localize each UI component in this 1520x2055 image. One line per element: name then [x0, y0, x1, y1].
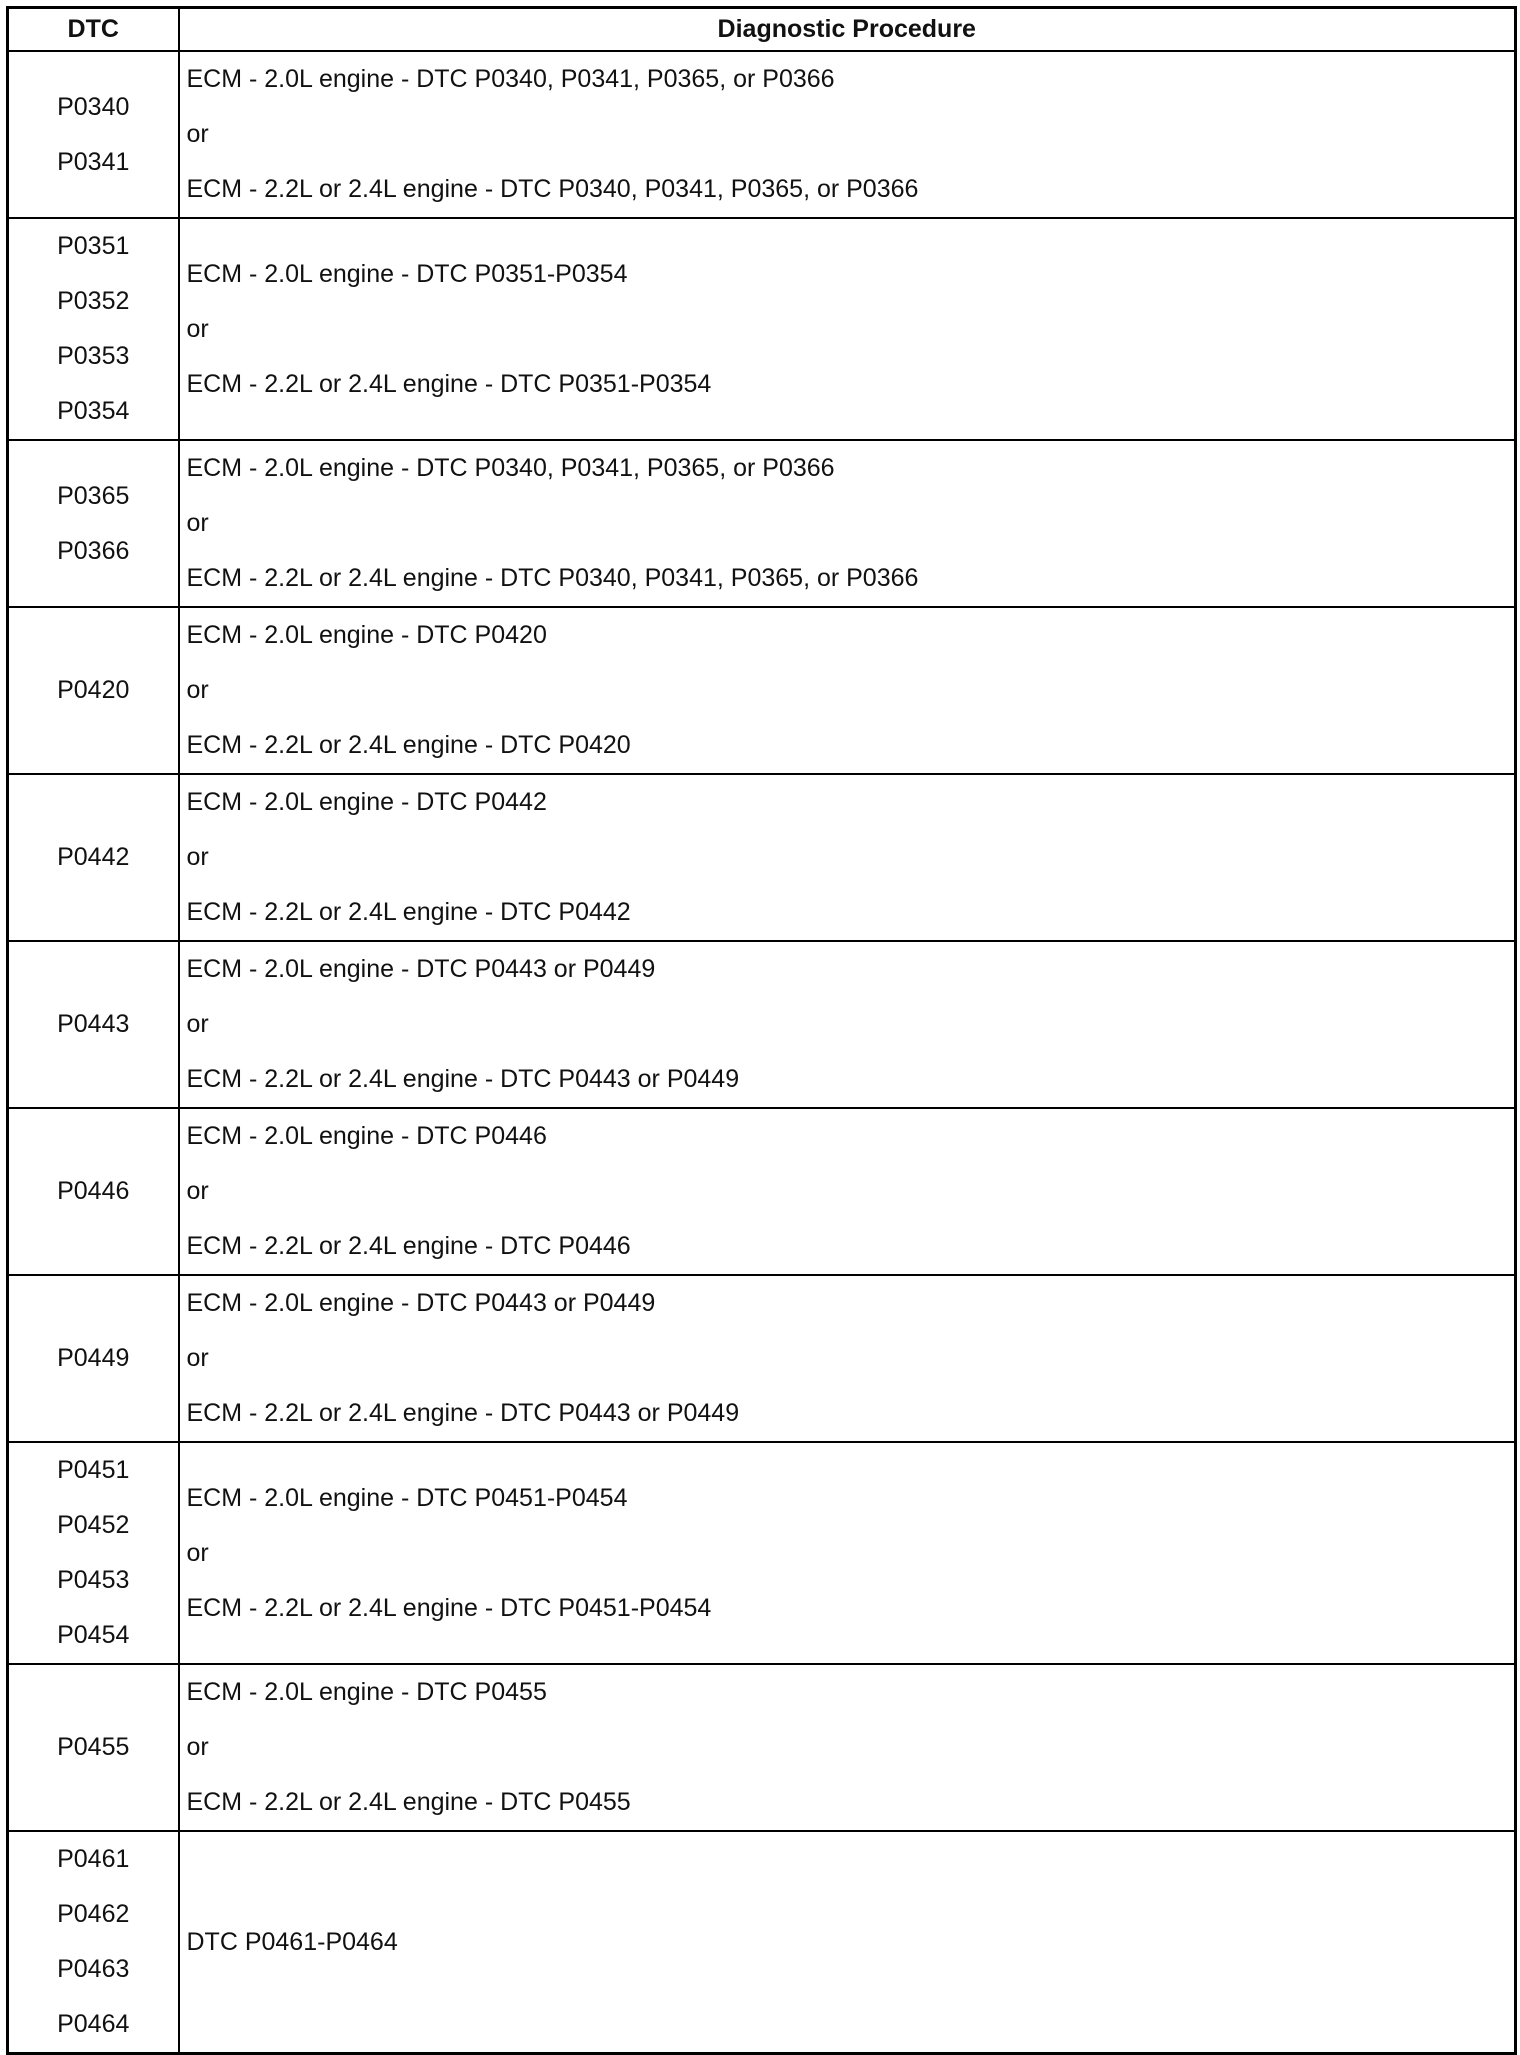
procedure-separator: or: [186, 1177, 209, 1205]
dtc-code-cell: [8, 607, 179, 774]
procedure-link: ECM - 2.2L or 2.4L engine - DTC P0443 or P0449: [186, 1065, 740, 1093]
procedure-column-header: Diagnostic Procedure: [179, 8, 1516, 52]
table-row: [8, 1275, 1516, 1442]
procedure-link: ECM - 2.0L engine - DTC P0446: [186, 1122, 547, 1150]
table-row: [8, 51, 1516, 218]
dtc-code: P0341: [57, 147, 130, 176]
table-row: [8, 1442, 1516, 1664]
table-row: [8, 440, 1516, 607]
dtc-code: P0455: [57, 1733, 130, 1761]
procedure-cell: [179, 607, 1516, 774]
dtc-code-cell: [8, 218, 179, 440]
procedure-link: ECM - 2.0L engine - DTC P0443 or P0449: [186, 955, 656, 983]
procedure-cell: [179, 774, 1516, 941]
procedure-separator: or: [186, 509, 209, 537]
dtc-code-cell: [8, 1108, 179, 1275]
dtc-code: P0464: [57, 2010, 130, 2038]
table-row: [8, 941, 1516, 1108]
procedure-link: ECM - 2.2L or 2.4L engine - DTC P0340, P0341, P0365, or P0366: [186, 175, 919, 203]
dtc-code: P0442: [57, 843, 130, 871]
procedure-separator: or: [186, 1538, 209, 1567]
table-body: [8, 51, 1516, 2054]
dtc-code-cell: [8, 51, 179, 218]
procedure-separator: or: [186, 120, 209, 148]
procedure-link: ECM - 2.0L engine - DTC P0455: [186, 1678, 547, 1706]
dtc-code-cell: [8, 1664, 179, 1831]
table-row: [8, 607, 1516, 774]
dtc-code: P0365: [57, 481, 130, 510]
procedure-link: ECM - 2.2L or 2.4L engine - DTC P0351-P0354: [186, 369, 712, 398]
procedure-cell: [179, 218, 1516, 440]
procedure-cell: [179, 941, 1516, 1108]
dtc-code: P0454: [57, 1621, 130, 1649]
dtc-code-cell: [8, 941, 179, 1108]
procedure-cell: [179, 440, 1516, 607]
dtc-code: P0451: [57, 1456, 130, 1484]
procedure-cell: [179, 1831, 1516, 2054]
dtc-code-cell: [8, 1275, 179, 1442]
procedure-cell: [179, 1442, 1516, 1664]
dtc-table: [6, 6, 1517, 2055]
dtc-code-cell: [8, 440, 179, 607]
procedure-separator: or: [186, 1010, 209, 1038]
table-row: [8, 1108, 1516, 1275]
table-row: [8, 218, 1516, 440]
procedure-link: ECM - 2.2L or 2.4L engine - DTC P0442: [186, 898, 631, 926]
procedure-link: ECM - 2.0L engine - DTC P0340, P0341, P0365, or P0366: [186, 65, 835, 93]
dtc-code: P0462: [57, 1900, 130, 1928]
procedure-link: ECM - 2.2L or 2.4L engine - DTC P0420: [186, 731, 631, 759]
procedure-separator: or: [186, 1733, 209, 1761]
procedure-separator: or: [186, 314, 209, 343]
dtc-code: P0452: [57, 1511, 130, 1539]
dtc-code: P0461: [57, 1845, 130, 1873]
dtc-code: P0463: [57, 1955, 130, 1983]
procedure-link: ECM - 2.0L engine - DTC P0443 or P0449: [186, 1289, 656, 1317]
procedure-link: ECM - 2.0L engine - DTC P0340, P0341, P0365, or P0366: [186, 454, 835, 482]
procedure-link: ECM - 2.0L engine - DTC P0351-P0354: [186, 259, 628, 288]
table-row: [8, 1664, 1516, 1831]
dtc-code-cell: [8, 1831, 179, 2054]
dtc-code: P0340: [57, 92, 130, 121]
procedure-cell: [179, 51, 1516, 218]
procedure-separator: or: [186, 1344, 209, 1372]
procedure-link: ECM - 2.0L engine - DTC P0420: [186, 621, 547, 649]
dtc-code: P0366: [57, 536, 130, 565]
table-row: [8, 1831, 1516, 2054]
dtc-code: P0449: [57, 1344, 130, 1372]
procedure-link: ECM - 2.2L or 2.4L engine - DTC P0451-P0454: [186, 1593, 712, 1622]
dtc-column-header: DTC: [8, 8, 179, 52]
dtc-code: P0453: [57, 1566, 130, 1594]
table-row: [8, 774, 1516, 941]
dtc-code-cell: [8, 774, 179, 941]
dtc-code: P0352: [57, 287, 130, 315]
procedure-cell: [179, 1108, 1516, 1275]
procedure-link: ECM - 2.2L or 2.4L engine - DTC P0455: [186, 1788, 631, 1816]
procedure-link: ECM - 2.2L or 2.4L engine - DTC P0446: [186, 1232, 631, 1260]
dtc-code: P0443: [57, 1010, 130, 1038]
procedure-link: DTC P0461-P0464: [186, 1927, 398, 1956]
header-row: [8, 8, 1516, 52]
procedure-link: ECM - 2.2L or 2.4L engine - DTC P0340, P0341, P0365, or P0366: [186, 564, 919, 592]
dtc-code: P0420: [57, 676, 130, 704]
procedure-cell: [179, 1664, 1516, 1831]
procedure-link: ECM - 2.0L engine - DTC P0451-P0454: [186, 1483, 628, 1512]
procedure-separator: or: [186, 843, 209, 871]
dtc-code: P0354: [57, 397, 130, 425]
dtc-code: P0446: [57, 1177, 130, 1205]
dtc-code: P0353: [57, 342, 130, 370]
procedure-link: ECM - 2.2L or 2.4L engine - DTC P0443 or P0449: [186, 1399, 740, 1427]
procedure-cell: [179, 1275, 1516, 1442]
dtc-code-cell: [8, 1442, 179, 1664]
dtc-code: P0351: [57, 232, 130, 260]
procedure-separator: or: [186, 676, 209, 704]
procedure-link: ECM - 2.0L engine - DTC P0442: [186, 788, 547, 816]
